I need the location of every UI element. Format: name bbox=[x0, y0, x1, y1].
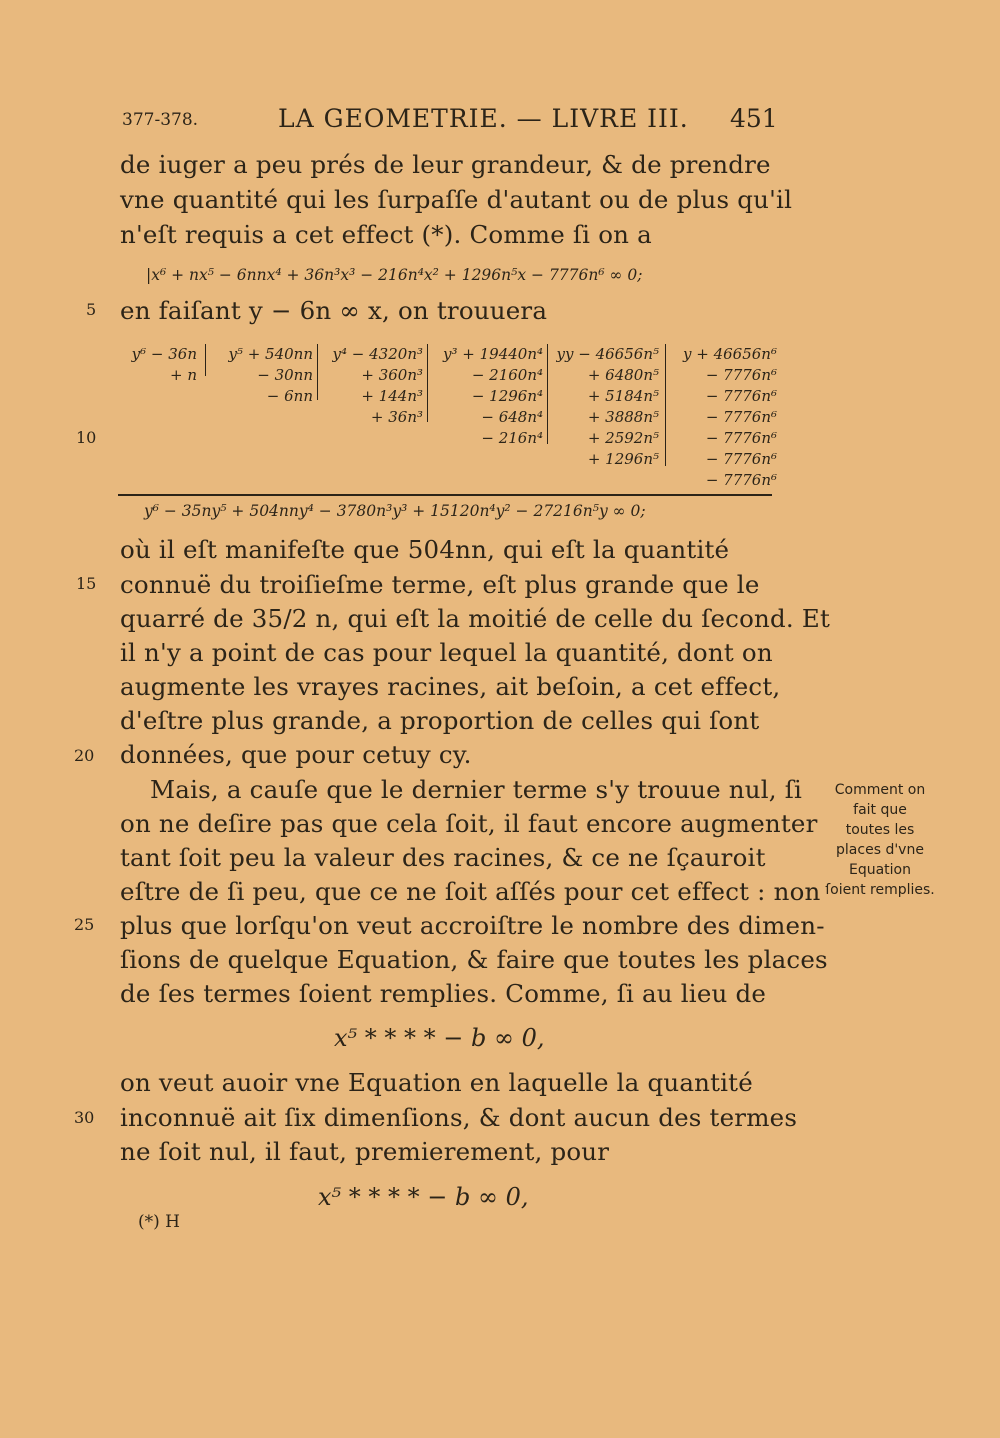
line-number: 15 bbox=[76, 574, 97, 593]
table-cell: − 6nn bbox=[266, 387, 313, 405]
table-cell: y⁶ − 36n bbox=[131, 345, 197, 363]
table-column bbox=[667, 344, 777, 491]
text-line: Mais, a cauſe que le dernier terme s'y trouue nul, ſi bbox=[150, 775, 803, 804]
page-number: 451 bbox=[730, 104, 778, 133]
table-cell: y³ + 19440n⁴ bbox=[443, 345, 543, 363]
margin-note-line: Comment on bbox=[834, 782, 926, 798]
text-line: d'eſtre plus grande, a proportion de celles qui ſont bbox=[120, 706, 760, 735]
line-number: 10 bbox=[76, 428, 97, 447]
text-line: connuë du troiſieſme terme, eſt plus grande que le bbox=[120, 570, 760, 599]
table-cell: + 36n³ bbox=[370, 408, 423, 426]
text-line: eſtre de ſi peu, que ce ne ſoit aſſés pour cet effect : non bbox=[120, 877, 821, 906]
table-cell: − 30nn bbox=[257, 366, 313, 384]
table-column bbox=[319, 344, 423, 428]
equation-y6-result: y⁶ − 35ny⁵ + 504nny⁴ − 3780n³y³ + 15120n⁴y² − 27216n⁵y ∞ 0; bbox=[144, 502, 646, 520]
margin-note-line: fait que bbox=[853, 802, 907, 818]
table-cell: − 216n⁴ bbox=[481, 429, 543, 447]
table-cell: y⁵ + 540nn bbox=[228, 345, 313, 363]
equation-x5-first: x⁵ * * * * − b ∞ 0, bbox=[334, 1024, 545, 1052]
text-line: augmente les vrayes racines, ait beſoin, a cet effect, bbox=[120, 672, 781, 701]
table-cell: − 648n⁴ bbox=[481, 408, 543, 426]
table-cell: − 7776n⁶ bbox=[705, 450, 777, 468]
table-cell: y + 46656n⁶ bbox=[683, 345, 777, 363]
text-line: quarré de 35/2 n, qui eſt la moitié de celle du ſecond. Et bbox=[120, 604, 831, 633]
table-cell: + 2592n⁵ bbox=[587, 429, 659, 447]
table-cell: − 7776n⁶ bbox=[705, 387, 777, 405]
equation-x6: |x⁶ + nx⁵ − 6nnx⁴ + 36n³x³ − 216n⁴x² + 1296n⁵x − 7776n⁶ ∞ 0; bbox=[146, 266, 643, 284]
table-cell: − 1296n⁴ bbox=[471, 387, 543, 405]
table-cell: − 7776n⁶ bbox=[705, 408, 777, 426]
equation-x5-second: x⁵ * * * * − b ∞ 0, bbox=[318, 1183, 529, 1211]
table-cell: + 360n³ bbox=[361, 366, 423, 384]
running-title: LA GEOMETRIE. — LIVRE III. bbox=[278, 104, 689, 133]
margin-note bbox=[800, 780, 960, 900]
margin-note-line: places d'vne bbox=[836, 842, 924, 858]
column-divider bbox=[205, 344, 206, 376]
table-cell: + 1296n⁵ bbox=[587, 450, 659, 468]
table-cell: + 5184n⁵ bbox=[587, 387, 659, 405]
text-line: ne ſoit nul, il faut, premierement, pour bbox=[120, 1137, 610, 1166]
text-line: de ſes termes ſoient remplies. Comme, ſi au lieu de bbox=[120, 979, 767, 1008]
page-range: 377-378. bbox=[122, 110, 199, 130]
text-line: vne quantité qui les ſurpaſſe d'autant ou de plus qu'il bbox=[120, 185, 793, 214]
table-cell: + 3888n⁵ bbox=[587, 408, 659, 426]
text-line: on veut auoir vne Equation en laquelle la quantité bbox=[120, 1068, 753, 1097]
line-number: 30 bbox=[74, 1108, 95, 1127]
table-column bbox=[429, 344, 543, 449]
column-divider bbox=[317, 344, 318, 400]
margin-note-line: Equation bbox=[848, 862, 911, 878]
line-number: 5 bbox=[86, 300, 97, 319]
table-cell: + n bbox=[170, 366, 197, 384]
column-divider bbox=[665, 344, 666, 466]
table-cell: − 7776n⁶ bbox=[705, 366, 777, 384]
margin-note-line: toutes les bbox=[845, 822, 915, 838]
text-line: de iuger a peu prés de leur grandeur, & de prendre bbox=[120, 150, 771, 179]
table-cell: − 7776n⁶ bbox=[705, 471, 777, 489]
text-line: inconnuë ait ſix dimenſions, & dont aucun des termes bbox=[120, 1103, 798, 1132]
table-column bbox=[115, 344, 197, 386]
sum-rule bbox=[118, 494, 772, 496]
text-line: on ne deſire pas que cela ſoit, il faut encore augmenter bbox=[120, 809, 818, 838]
table-cell: + 144n³ bbox=[361, 387, 423, 405]
text-line: ſions de quelque Equation, & faire que toutes les places bbox=[120, 945, 828, 974]
column-divider bbox=[427, 344, 428, 422]
table-column bbox=[207, 344, 313, 407]
line-number: 20 bbox=[74, 746, 95, 765]
text-line: n'eſt requis a cet effect (*). Comme ſi on a bbox=[120, 220, 652, 249]
table-cell: + 6480n⁵ bbox=[587, 366, 659, 384]
table-cell: y⁴ − 4320n³ bbox=[332, 345, 423, 363]
margin-note-line: ſoient remplies. bbox=[825, 882, 935, 898]
table-cell: yy − 46656n⁵ bbox=[556, 345, 659, 363]
text-line: plus que lorſqu'on veut accroiſtre le nombre des dimen- bbox=[120, 911, 825, 940]
text-line: il n'y a point de cas pour lequel la quantité, dont on bbox=[120, 638, 773, 667]
substitution-table bbox=[115, 344, 785, 492]
column-divider bbox=[547, 344, 548, 444]
text-line: en faiſant y − 6n ∞ x, on trouuera bbox=[120, 296, 548, 325]
text-line: tant ſoit peu la valeur des racines, & ce ne ſçauroit bbox=[120, 843, 766, 872]
line-number: 25 bbox=[74, 915, 95, 934]
text-line: données, que pour cetuy cy. bbox=[120, 740, 472, 769]
footnote: (*) H bbox=[138, 1212, 180, 1232]
table-cell: − 2160n⁴ bbox=[471, 366, 543, 384]
table-cell: − 7776n⁶ bbox=[705, 429, 777, 447]
text-line: où il eſt manifeſte que 504nn, qui eſt la quantité bbox=[120, 535, 730, 564]
table-column bbox=[549, 344, 659, 470]
